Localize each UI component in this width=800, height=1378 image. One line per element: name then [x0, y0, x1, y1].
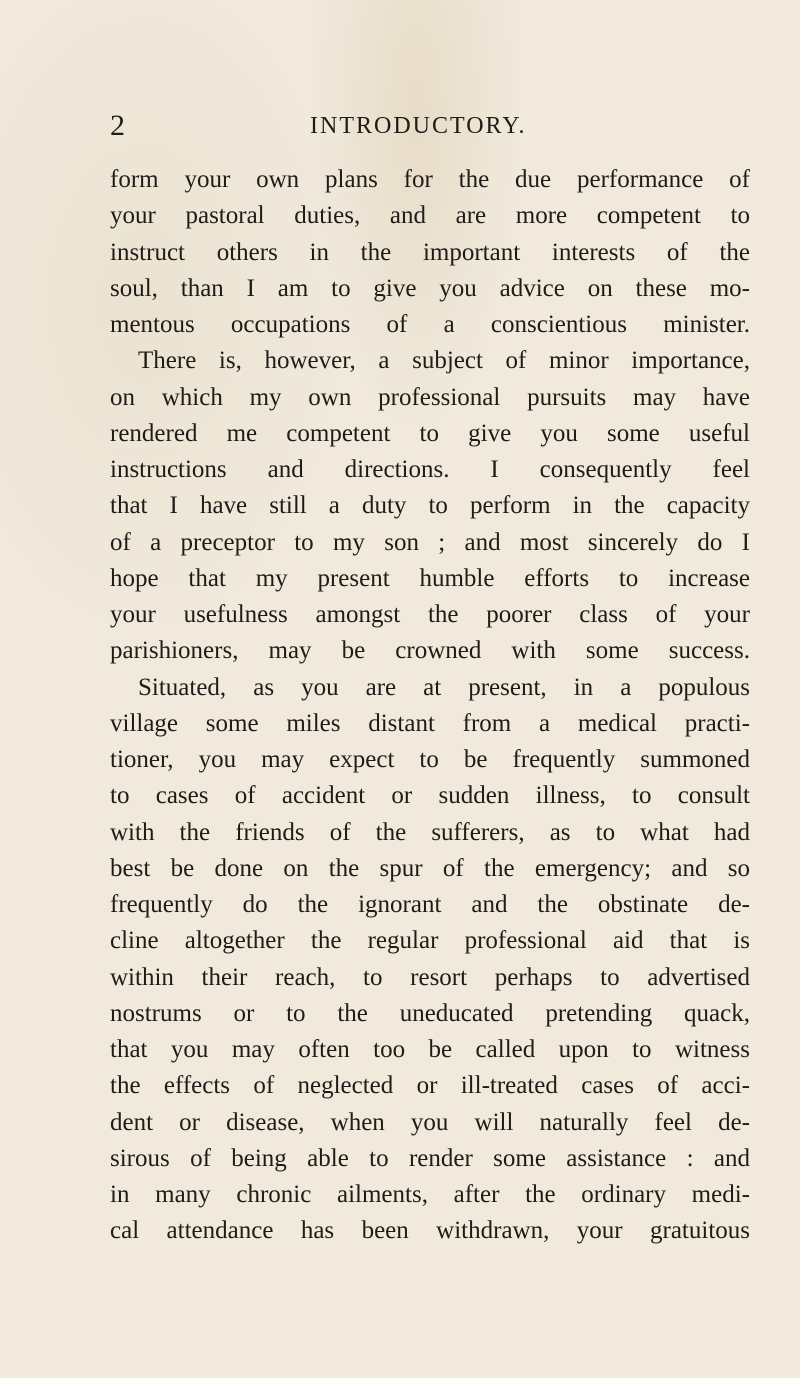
text-line: to cases of accident or sudden illness, to consult — [110, 782, 750, 810]
text-line: nostrums or to the uneducated pretending quack, — [110, 999, 750, 1027]
text-line: frequently do the ignorant and the obstinate de- — [110, 891, 750, 918]
text-line: that you may often too be called upon to witness — [110, 1036, 750, 1063]
text-line: village some miles distant from a medical practi- — [110, 709, 750, 737]
text-line: with the friends of the sufferers, as to what had — [110, 818, 750, 846]
text-line: parishioners, may be crowned with some success. — [110, 637, 750, 665]
text-line: within their reach, to resort perhaps to advertised — [110, 963, 750, 991]
text-line: your usefulness amongst the poorer class of your — [110, 601, 750, 628]
text-line: best be done on the spur of the emergency; and so — [110, 854, 750, 882]
text-line: in many chronic ailments, after the ordinary medi- — [110, 1181, 750, 1208]
text-line: that I have still a duty to perform in the capacity — [110, 492, 750, 520]
text-line: cline altogether the regular professional aid that is — [110, 927, 750, 955]
text-line: of a preceptor to my son ; and most sincerely do I — [110, 528, 750, 556]
page-number: 2 — [110, 109, 125, 142]
running-head — [110, 106, 750, 146]
text-line: rendered me competent to give you some useful — [110, 419, 750, 447]
text-line: your pastoral duties, and are more competent to — [110, 202, 750, 230]
text-line: form your own plans for the due performance of — [110, 166, 750, 193]
text-line: instruct others in the important interests of the — [110, 238, 750, 266]
text-line: hope that my present humble efforts to increase — [110, 564, 750, 592]
text-line: tioner, you may expect to be frequently summoned — [110, 746, 750, 773]
text-line: mentous occupations of a conscientious minister. — [110, 311, 750, 338]
text-line: the effects of neglected or ill-treated cases of acci- — [110, 1072, 750, 1100]
text-line: on which my own professional pursuits may have — [110, 383, 750, 411]
text-line: There is, however, a subject of minor importance, — [138, 347, 750, 375]
running-head-title: INTRODUCTORY. — [310, 113, 527, 139]
text-line: instructions and directions. I consequently feel — [110, 456, 750, 483]
body-text — [110, 162, 750, 1250]
text-line: dent or disease, when you will naturally feel de- — [110, 1108, 750, 1136]
text-line: Situated, as you are at present, in a populous — [138, 673, 750, 701]
text-line: soul, than I am to give you advice on these mo- — [110, 274, 750, 302]
text-line: sirous of being able to render some assistance : and — [110, 1144, 750, 1172]
text-line: cal attendance has been withdrawn, your gratuitous — [110, 1217, 750, 1245]
